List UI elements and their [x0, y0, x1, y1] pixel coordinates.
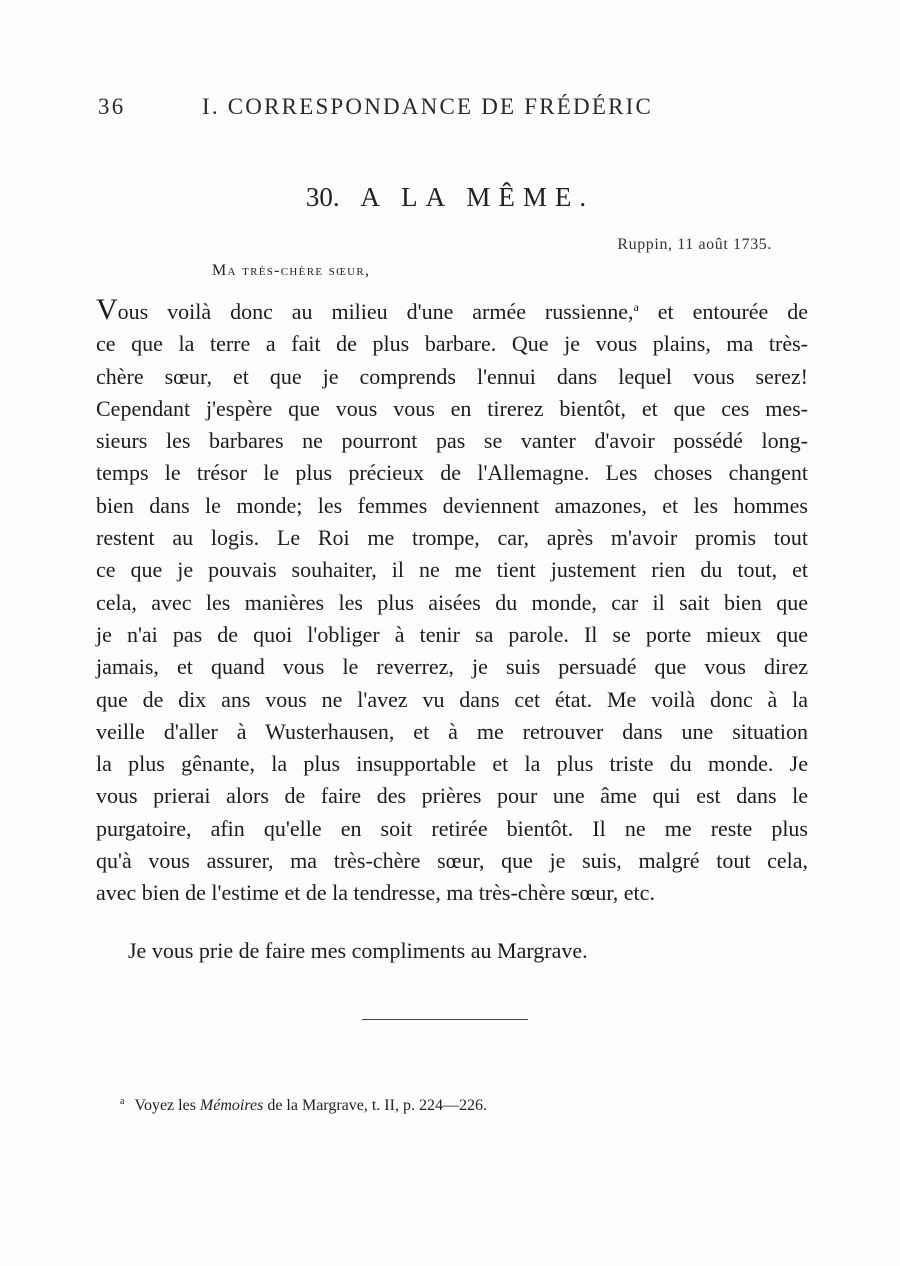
- body-line-last: avec bien de l'estime et de la tendresse, ma très-chère sœur, etc.: [96, 880, 655, 906]
- body-line: chère sœur, et que je comprends l'ennui dans lequel vous serez!: [96, 363, 808, 389]
- body-line-1-tail: et entourée de: [657, 299, 809, 324]
- letter-body: [96, 293, 809, 910]
- body-line: Cependant j'espère que vous vous en tirerez bientôt, et que ces mes-: [96, 395, 808, 421]
- body-line: que de dix ans vous ne l'avez vu dans cet état. Me voilà donc à la: [96, 686, 808, 712]
- footnote-mark: a: [120, 1096, 125, 1107]
- body-line: sieurs les barbares ne pourront pas se vanter d'avoir possédé long-: [96, 428, 808, 454]
- body-line: bien dans le monde; les femmes deviennent amazones, et les hommes: [96, 492, 808, 518]
- drop-cap: V: [96, 293, 118, 326]
- body-line: vous prierai alors de faire des prières pour une âme qui est dans le: [96, 783, 808, 809]
- body-line: la plus gênante, la plus insupportable et la plus triste du monde. Je: [96, 751, 808, 777]
- page-number: 36: [98, 94, 126, 119]
- dateline: Ruppin, 11 août 1735.: [617, 236, 772, 253]
- body-line: ce que la terre a fait de plus barbare. Que je vous plains, ma très-: [96, 331, 808, 357]
- body-line: ce que je pouvais souhaiter, il ne me tient justement rien du tout, et: [96, 557, 808, 583]
- running-title: I. CORRESPONDANCE DE FRÉDÉRIC: [202, 94, 654, 119]
- body-line: jamais, et quand vous le reverrez, je suis persuadé que vous direz: [96, 654, 808, 680]
- body-line-first: [96, 293, 809, 328]
- salutation: Ma très-chère sœur,: [212, 262, 371, 279]
- footnote-rest: de la Margrave, t. II, p. 224—226.: [267, 1097, 487, 1114]
- body-line: restent au logis. Le Roi me trompe, car, après m'avoir promis tout: [96, 525, 808, 551]
- letter-recipient: A LA MÊME.: [360, 182, 595, 212]
- footnote: [120, 1096, 487, 1115]
- section-rule: [362, 1019, 528, 1020]
- body-line: je n'ai pas de quoi l'obliger à tenir sa parole. Il se porte mieux que: [96, 621, 808, 647]
- body-line: cela, avec les manières les plus aisées du monde, car il sait bien que: [96, 589, 808, 615]
- footnote-reference: a: [633, 300, 639, 314]
- body-line: veille d'aller à Wusterhausen, et à me retrouver dans une situation: [96, 718, 808, 744]
- body-line: temps le trésor le plus précieux de l'Allemagne. Les choses changent: [96, 460, 808, 486]
- letter-title: [0, 182, 900, 213]
- body-line: qu'à vous assurer, ma très-chère sœur, que je suis, malgré tout cela,: [96, 848, 808, 874]
- letter-number: 30.: [305, 182, 340, 212]
- body-line-1-text: ous voilà donc au milieu d'une armée russienne,: [117, 299, 634, 324]
- postscript: Je vous prie de faire mes compliments au Margrave.: [128, 938, 588, 963]
- body-line: purgatoire, afin qu'elle en soit retirée bientôt. Il ne me reste plus: [96, 815, 808, 841]
- footnote-work-title: Mémoires: [199, 1097, 264, 1114]
- footnote-lead: Voyez les: [134, 1097, 196, 1114]
